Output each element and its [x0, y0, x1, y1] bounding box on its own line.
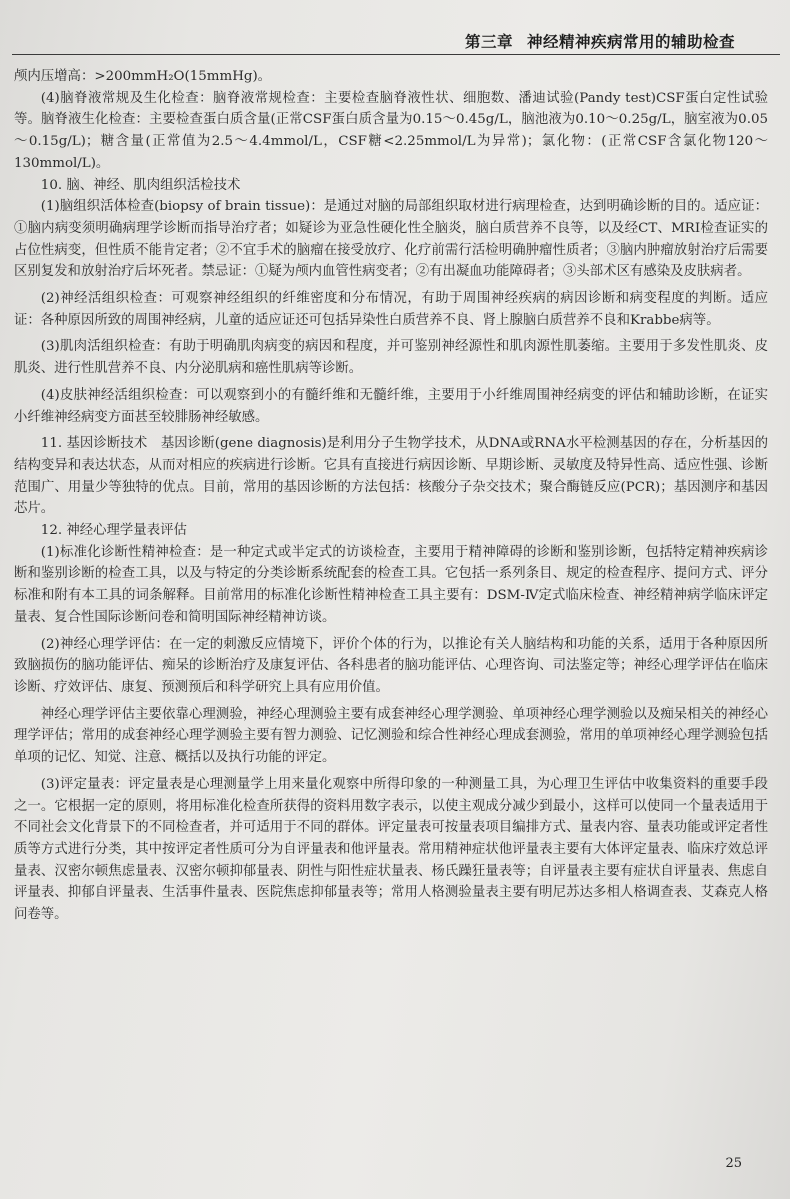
paragraph-gene-diagnosis: 11. 基因诊断技术 基因诊断(gene diagnosis)是利用分子生物学技术，从DNA或RNA水平检测基因的存在，分析基因的结构变异和表达状态，从而对相应的疾病进行诊断。它具有直接进行病因诊断、早期诊断、灵敏度及特异性高、适应性强、诊断范围广、用量少等独特的优点。目前，常用的基因诊断的方法包括：核酸分子杂交技术；聚合酶链反应(PCR)；基因测序和基因芯片。 — [14, 436, 768, 517]
paragraph-standardized-exam: (1)标准化诊断性精神检查：是一种定式或半定式的访谈检查，主要用于精神障碍的诊断和鉴别诊断，包括特定精神疾病诊断和鉴别诊断的检查工具，以及与特定的分类诊断系统配套的检查工具。它包括一系列条目、规定的检查程序、提问方式、评分标准和附有本工具的词条解释。目前常用的标准化诊断性精神检查工具主要有：DSM-Ⅳ定式临床检查、神经精神病学临床评定量表、复合性国际诊断问卷和简明国际神经精神访谈。 — [14, 544, 768, 625]
paragraph-muscle-biopsy: (3)肌肉活组织检查：有助于明确肌肉病变的病因和程度，并可鉴别神经源性和肌肉源性肌萎缩。主要用于多发性肌炎、皮肌炎、进行性肌营养不良、内分泌肌病和癌性肌病等诊断。 — [14, 339, 768, 377]
paragraph-brain-biopsy: (1)脑组织活体检查(biopsy of brain tissue)：是通过对脑的局部组织取材进行病理检查，达到明确诊断的目的。适应证：①脑内病变须明确病理学诊断而指导治疗者；如疑诊为亚急性硬化性全脑炎，脑白质营养不良等，以及经CT、MRI检查证实的占位性病变，但性质不能肯定者；②不宜手术的脑瘤在接受放疗、化疗前需行活检明确肿瘤性质者；③脑内肿瘤放射治疗后需要区别复发和放射治疗后坏死者。禁忌证：①疑为颅内血管性病变者；②有出凝血功能障碍者；③头部术区有感染及皮肤病者。 — [14, 199, 768, 280]
page-number: 25 — [725, 1156, 742, 1171]
paragraph-csf-pressure: 颅内压增高：>200mmH₂O(15mmHg)。 — [14, 69, 272, 84]
section-heading-neuropsych: 12. 神经心理学量表评估 — [40, 523, 187, 539]
paragraph-neuropsych-tests: 神经心理学评估主要依靠心理测验，神经心理测验主要有成套神经心理学测验、单项神经心理学测验以及痴呆相关的神经心理学评估；常用的成套神经心理学测验主要有智力测验、记忆测验和综合性神经心理成套测验，常用的单项神经心理学测验包括单项的记忆、知觉、注意、概括以及执行功能的评定。 — [14, 706, 768, 766]
paragraph-nerve-biopsy: (2)神经活组织检查：可观察神经组织的纤维密度和分布情况，有助于周围神经疾病的病因诊断和病变程度的判断。适应证：各种原因所致的周围神经病，儿童的适应证还可包括异染性白质营养不良、肾上腺脑白质营养不良和Krabbe病等。 — [14, 291, 768, 328]
paragraph-rating-scales: (3)评定量表：评定量表是心理测量学上用来量化观察中所得印象的一种测量工具，为心理卫生评估中收集资料的重要手段之一。它根据一定的原则，将用标准化检查所获得的资料用数字表示，以使主观成分减少到最小，这样可以使同一个量表适用于不同社会文化背景下的不同检查者，并可适用于不同的群体。评定量表可按量表项目编排方式、量表内容、量表功能或评定者性质等方式进行分类，其中按评定者性质可分为自评量表和他评量表。常用精神症状他评量表主要有大体评定量表、临床疗效总评量表、汉密尔顿焦虑量表、汉密尔顿抑郁量表、阴性与阳性症状量表、杨氏躁狂量表等；自评量表主要有症状自评量表、焦虑自评量表、抑郁自评量表、生活事件量表、医院焦虑抑郁量表等；常用人格测验量表主要有明尼苏达多相人格调查表、艾森克人格问卷等。 — [14, 776, 768, 923]
header-rule — [12, 54, 780, 55]
chapter-title: 神经精神疾病常用的辅助检查 — [527, 33, 736, 51]
chapter-number: 第三章 — [465, 33, 514, 51]
section-heading-biopsy: 10. 脑、神经、肌肉组织活检技术 — [40, 177, 241, 193]
paragraph-neuropsych-assessment: (2)神经心理学评估：在一定的刺激反应情境下，评价个体的行为，以推论有关人脑结构和功能的关系，适用于各种原因所致脑损伤的脑功能评估、痴呆的诊断治疗及康复评估、各科患者的脑功能评估、心理咨询、司法鉴定等；神经心理学评估在临床诊断、疗效评估、康复、预测预后和科学研究上具有应用价值。 — [14, 636, 768, 695]
body-text — [14, 66, 768, 926]
running-header — [465, 30, 768, 52]
paragraph-skin-nerve-biopsy: (4)皮肤神经活组织检查：可以观察到小的有髓纤维和无髓纤维，主要用于小纤维周围神经病变的评估和辅助诊断，在证实小纤维神经病变方面甚至较腓肠神经敏感。 — [14, 387, 768, 425]
paragraph-csf-routine: (4)脑脊液常规及生化检查：脑脊液常规检查：主要检查脑脊液性状、细胞数、潘迪试验(Pandy test)CSF蛋白定性试验等。脑脊液生化检查：主要检查蛋白质含量(正常CSF蛋白质含量为0.15～0.45g/L，脑池液为0.10～0.25g/L，脑室液为0.05～0.15g/L)；糖含量(正常值为2.5～4.4mmol/L，CSF糖<2.25mmol/L为异常)；氯化物：(正常CSF含氯化物120～130mmol/L)。 — [14, 90, 768, 171]
